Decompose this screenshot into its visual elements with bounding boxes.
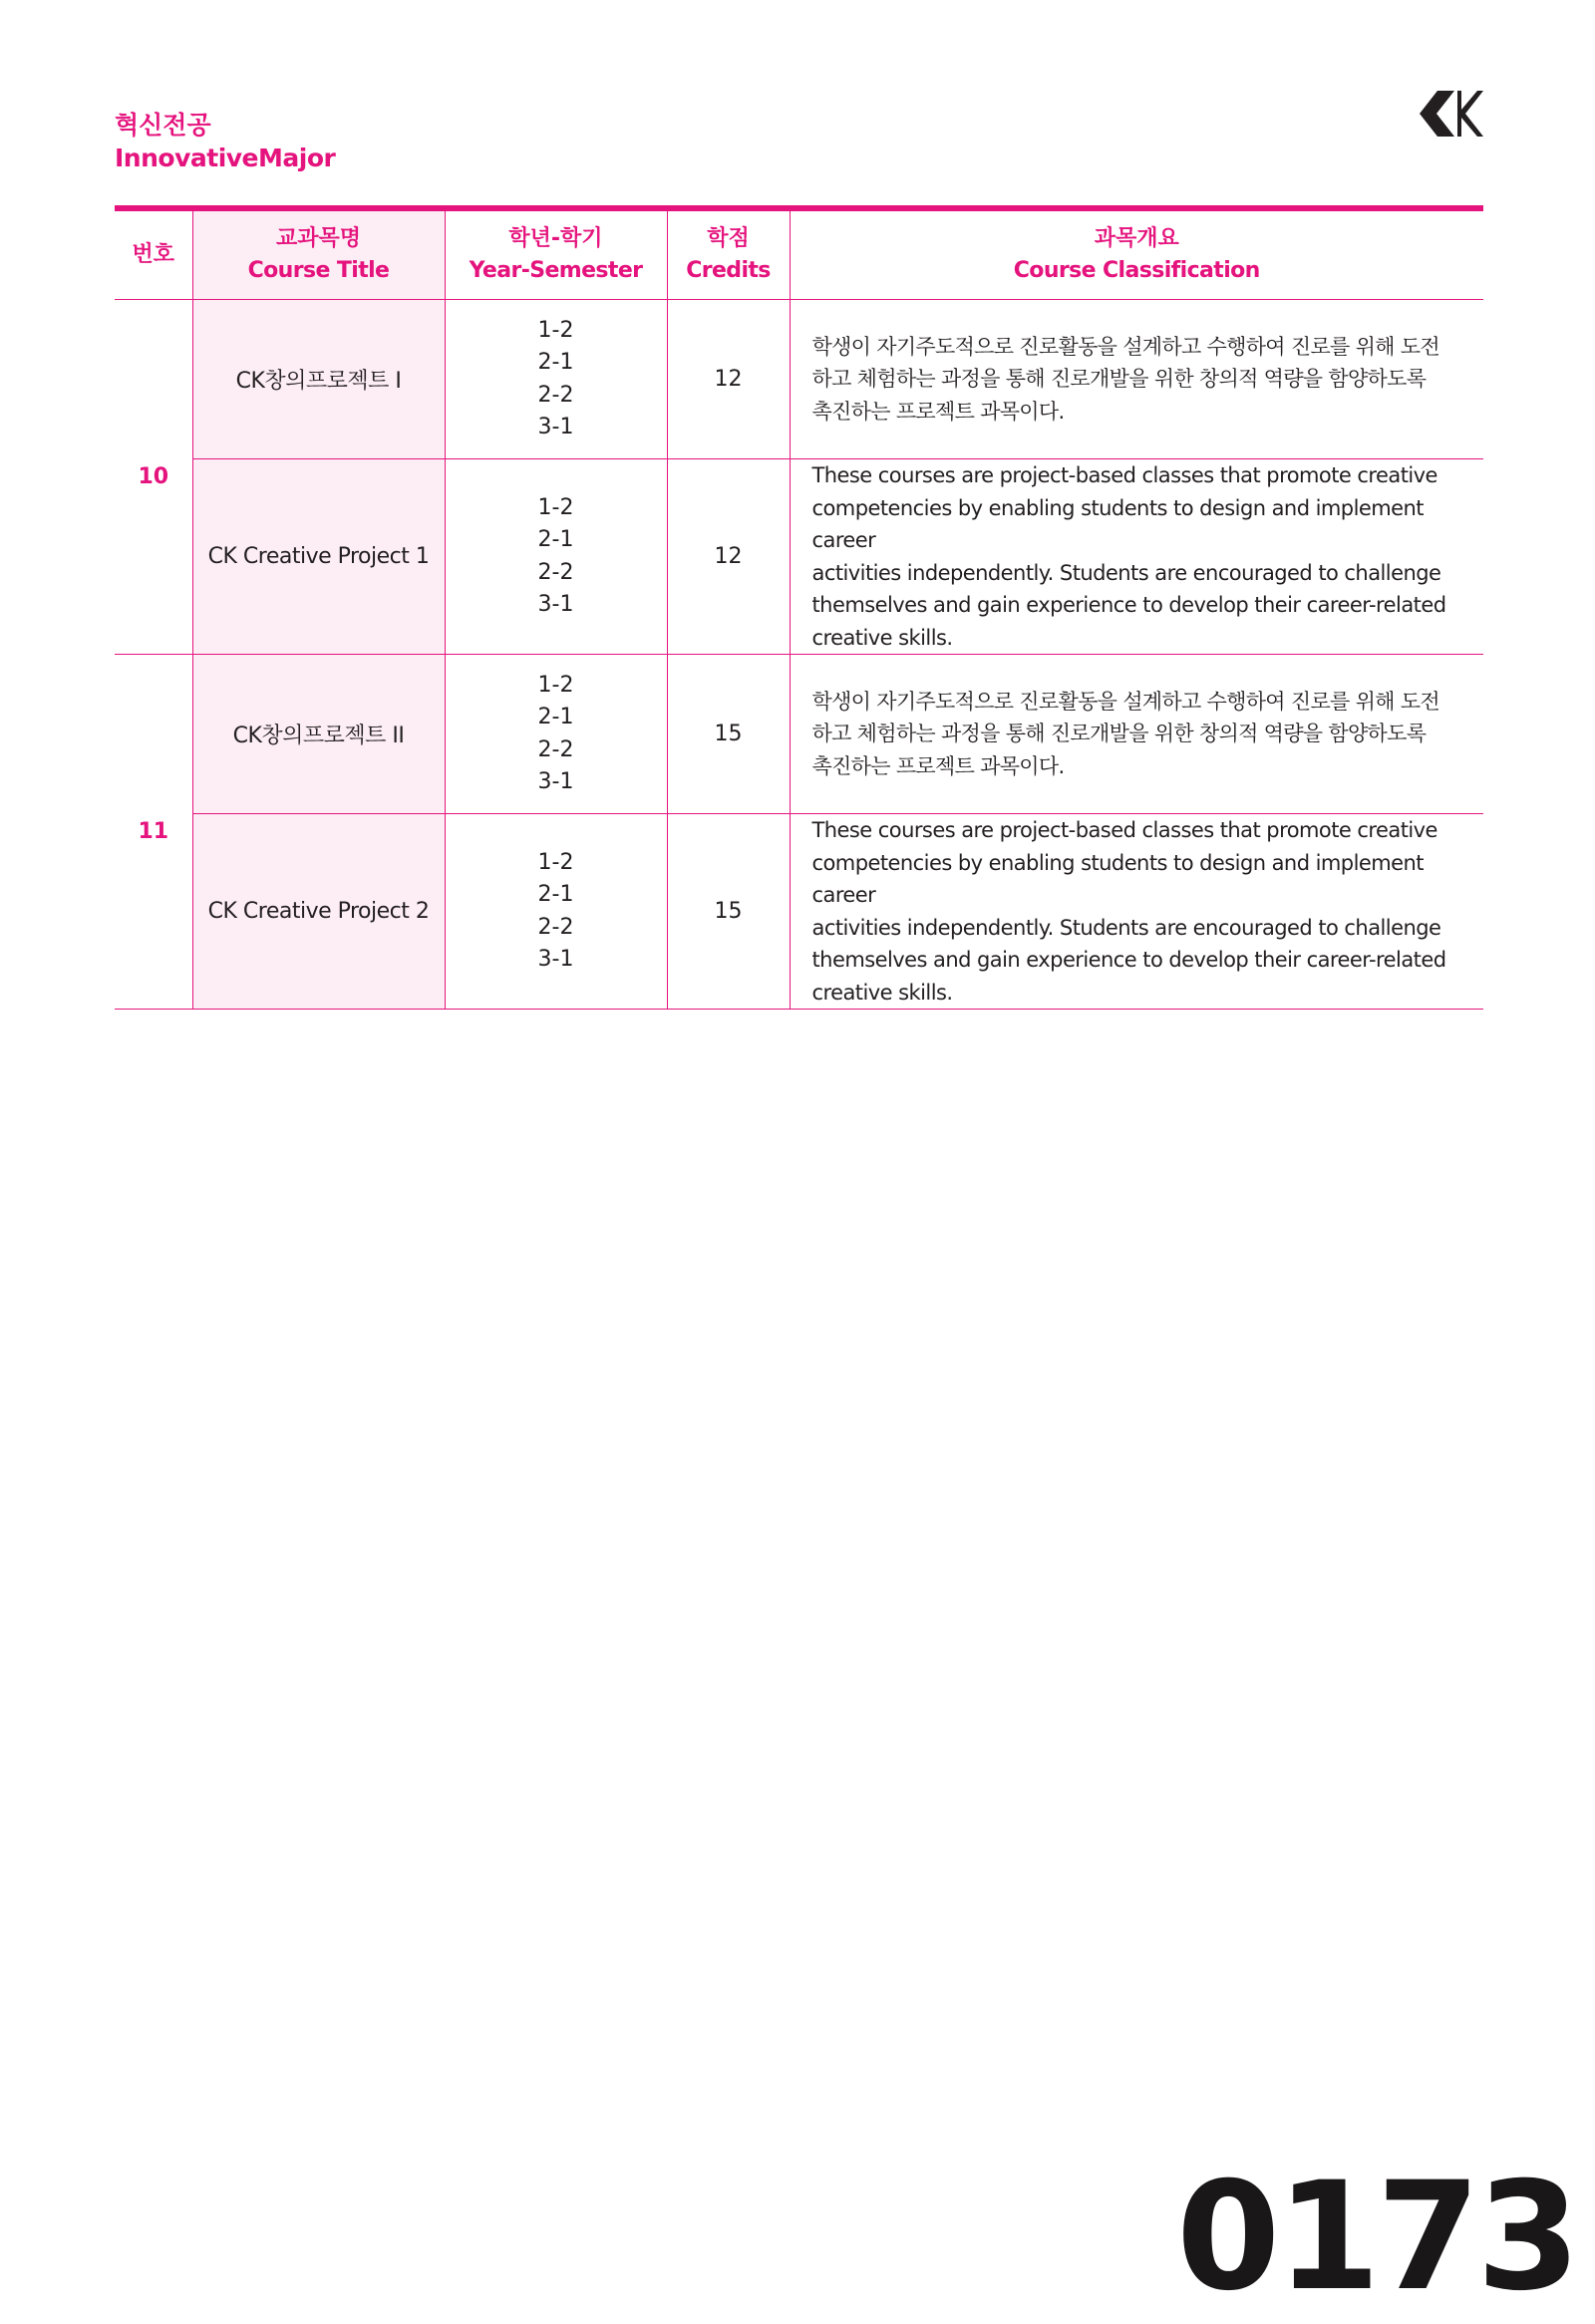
course-title: CK창의프로젝트 I	[192, 300, 445, 459]
credits: 15	[667, 814, 790, 1010]
table-row	[115, 655, 1483, 814]
header-credits: 학점 Credits	[667, 211, 790, 300]
header-number: 번호	[115, 211, 192, 300]
course-number: 11	[115, 655, 192, 1010]
major-title-kr: 혁신전공	[115, 111, 211, 140]
course-description: 학생이 자기주도적으로 진로활동을 설계하고 수행하여 진로를 위해 도전 하고 체험하는 과정을 통해 진로개발을 위한 창의적 역량을 함양하도록 촉진하는 프로젝트 과목이다.	[790, 300, 1483, 459]
table-row	[115, 814, 1483, 1010]
course-description: These courses are project-based classes that promote creative competencies by enabling students to design and implement career activities independently. Students are encouraged to challenge themselves and gain experience to develop their career-related creative skills.	[790, 459, 1483, 655]
course-description: These courses are project-based classes that promote creative competencies by enabling students to design and implement career activities independently. Students are encouraged to challenge themselves and gain experience to develop their career-related creative skills.	[790, 814, 1483, 1010]
course-number: 10	[115, 300, 192, 655]
credits: 12	[667, 459, 790, 655]
year-semester: 1-2 2-1 2-2 3-1	[445, 814, 667, 1010]
year-semester: 1-2 2-1 2-2 3-1	[445, 655, 667, 814]
course-description: 학생이 자기주도적으로 진로활동을 설계하고 수행하여 진로를 위해 도전 하고 체험하는 과정을 통해 진로개발을 위한 창의적 역량을 함양하도록 촉진하는 프로젝트 과목이다.	[790, 655, 1483, 814]
header-course-title: 교과목명 Course Title	[192, 211, 445, 300]
credits: 12	[667, 300, 790, 459]
year-semester: 1-2 2-1 2-2 3-1	[445, 459, 667, 655]
header-year-semester: 학년-학기 Year-Semester	[445, 211, 667, 300]
page-number: 0173	[1176, 2151, 1577, 2324]
page-header	[115, 110, 335, 174]
header-summary: 과목개요 Course Classification	[790, 211, 1483, 300]
course-table	[115, 210, 1483, 1010]
table-row	[115, 459, 1483, 655]
credits: 15	[667, 655, 790, 814]
table-header-row	[115, 211, 1483, 300]
ck-logo-icon	[1408, 88, 1483, 140]
major-title-en: InnovativeMajor	[115, 143, 336, 172]
course-title: CK창의프로젝트 II	[192, 655, 445, 814]
course-title: CK Creative Project 2	[192, 814, 445, 1010]
table-row	[115, 300, 1483, 459]
course-title: CK Creative Project 1	[192, 459, 445, 655]
year-semester: 1-2 2-1 2-2 3-1	[445, 300, 667, 459]
